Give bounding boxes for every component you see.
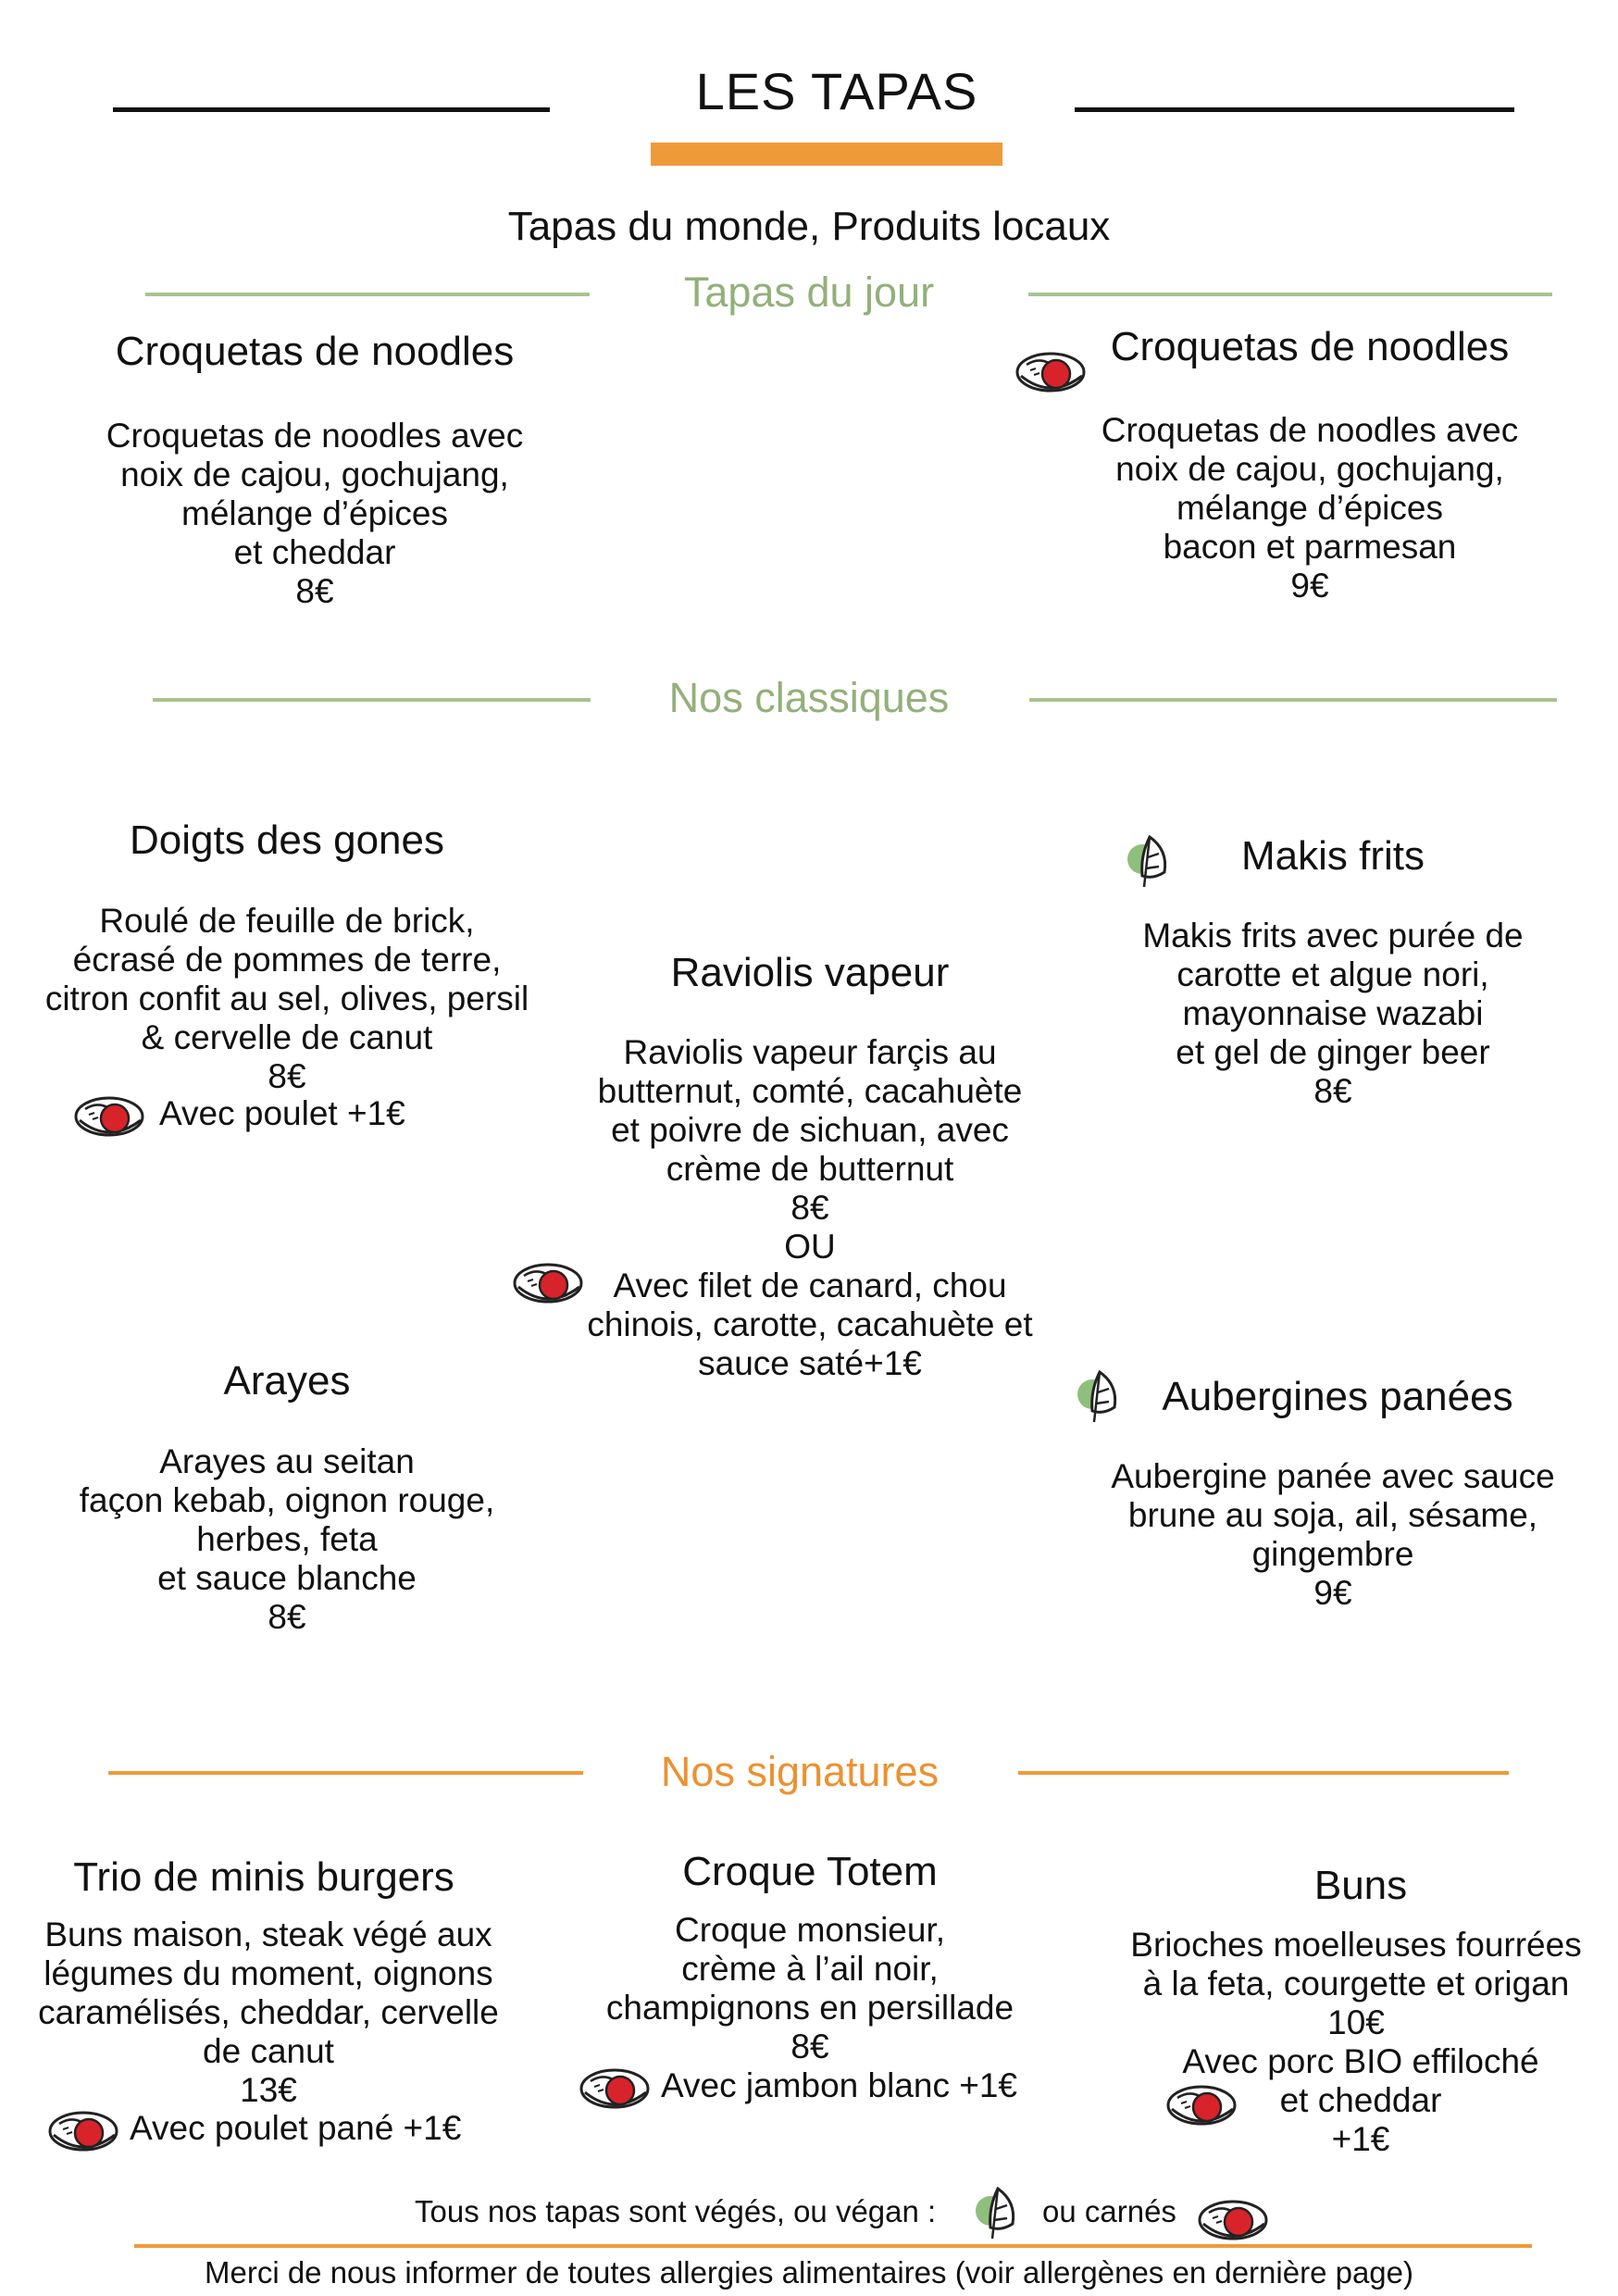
- dish-name: Croque Totem: [682, 1849, 938, 1894]
- steak-icon: [1014, 344, 1088, 396]
- title-underline-bar: [651, 143, 1002, 166]
- leaf-icon: [1122, 831, 1177, 891]
- dish-description: Aubergine panée avec sauce brune au soja, ail, sésame, gingembre 9€: [1111, 1457, 1555, 1612]
- page-subtitle: Tapas du monde, Produits locaux: [507, 204, 1111, 249]
- dish-option: Avec poulet +1€: [159, 1094, 405, 1132]
- steak-icon: [72, 1089, 146, 1141]
- section-rule-left: [153, 698, 591, 702]
- dish-name: Trio de minis burgers: [73, 1854, 454, 1900]
- section-rule-left: [145, 293, 590, 296]
- section-rule-right: [1029, 698, 1557, 702]
- section-title-jour: Tapas du jour: [683, 268, 935, 316]
- dish-option: Avec porc BIO effiloché et cheddar +1€: [1182, 2042, 1539, 2158]
- legend-veg-text: Tous nos tapas sont végés, ou végan :: [415, 2194, 937, 2228]
- dish-name: Makis frits: [1241, 833, 1425, 879]
- steak-icon: [578, 2061, 652, 2113]
- steak-icon: [1196, 2192, 1270, 2244]
- dish-option: Avec poulet pané +1€: [130, 2109, 462, 2147]
- leaf-icon: [970, 2183, 1026, 2242]
- legend-meat-text: ou carnés: [1042, 2194, 1176, 2228]
- dish-name: Raviolis vapeur: [670, 950, 950, 995]
- section-rule-right: [1028, 293, 1552, 296]
- dish-option: Avec jambon blanc +1€: [661, 2066, 1017, 2104]
- allergy-notice: Merci de nous informer de toutes allergies alimentaires (voir allergènes en dernière page): [205, 2255, 1413, 2290]
- page-title: LES TAPAS: [695, 62, 978, 120]
- header-rule-right: [1075, 107, 1514, 112]
- dish-description: Arayes au seitan façon kebab, oignon rouge, herbes, feta et sauce blanche 8€: [79, 1442, 495, 1636]
- dish-description: Buns maison, steak végé aux légumes du moment, oignons caramélisés, cheddar, cervelle de canut 13€: [38, 1915, 499, 2109]
- dish-description: Raviolis vapeur farçis au butternut, comté, cacahuète et poivre de sichuan, avec crème de butternut 8€ OU: [597, 1033, 1023, 1266]
- dish-description: Roulé de feuille de brick, écrasé de pommes de terre, citron confit au sel, olives, persil & cervelle de canut 8€: [44, 902, 529, 1095]
- dish-name: Croquetas de noodles: [115, 329, 515, 374]
- steak-icon: [46, 2103, 120, 2155]
- dish-description: Brioches moelleuses fourrées à la feta, courgette et origan 10€: [1130, 1926, 1582, 2041]
- dish-description: Croquetas de noodles avec noix de cajou, gochujang, mélange d’épices bacon et parmesan 9€: [1101, 411, 1519, 605]
- dish-name: Arayes: [223, 1358, 351, 1404]
- dish-description: Croque monsieur, crème à l’ail noir, champignons en persillade 8€: [605, 1911, 1014, 2065]
- header-rule-left: [113, 107, 550, 112]
- leaf-icon: [1072, 1366, 1127, 1426]
- dish-name: Buns: [1313, 1863, 1408, 1908]
- dish-description: Makis frits avec purée de carotte et algue nori, mayonnaise wazabi et gel de ginger beer 8€: [1142, 917, 1524, 1110]
- section-title-classiques: Nos classiques: [668, 674, 950, 721]
- footer-rule: [134, 2244, 1532, 2248]
- dish-name: Aubergines panées: [1162, 1374, 1513, 1419]
- section-rule-right: [1018, 1771, 1509, 1775]
- dish-name: Doigts des gones: [130, 817, 444, 863]
- dish-option: Avec filet de canard, chou chinois, carotte, cacahuète et sauce saté+1€: [587, 1267, 1033, 1382]
- section-title-signatures: Nos signatures: [660, 1748, 940, 1795]
- section-rule-left: [108, 1771, 583, 1775]
- dish-description: Croquetas de noodles avec noix de cajou, gochujang, mélange d’épices et cheddar 8€: [106, 417, 524, 610]
- dish-name: Croquetas de noodles: [1110, 324, 1510, 369]
